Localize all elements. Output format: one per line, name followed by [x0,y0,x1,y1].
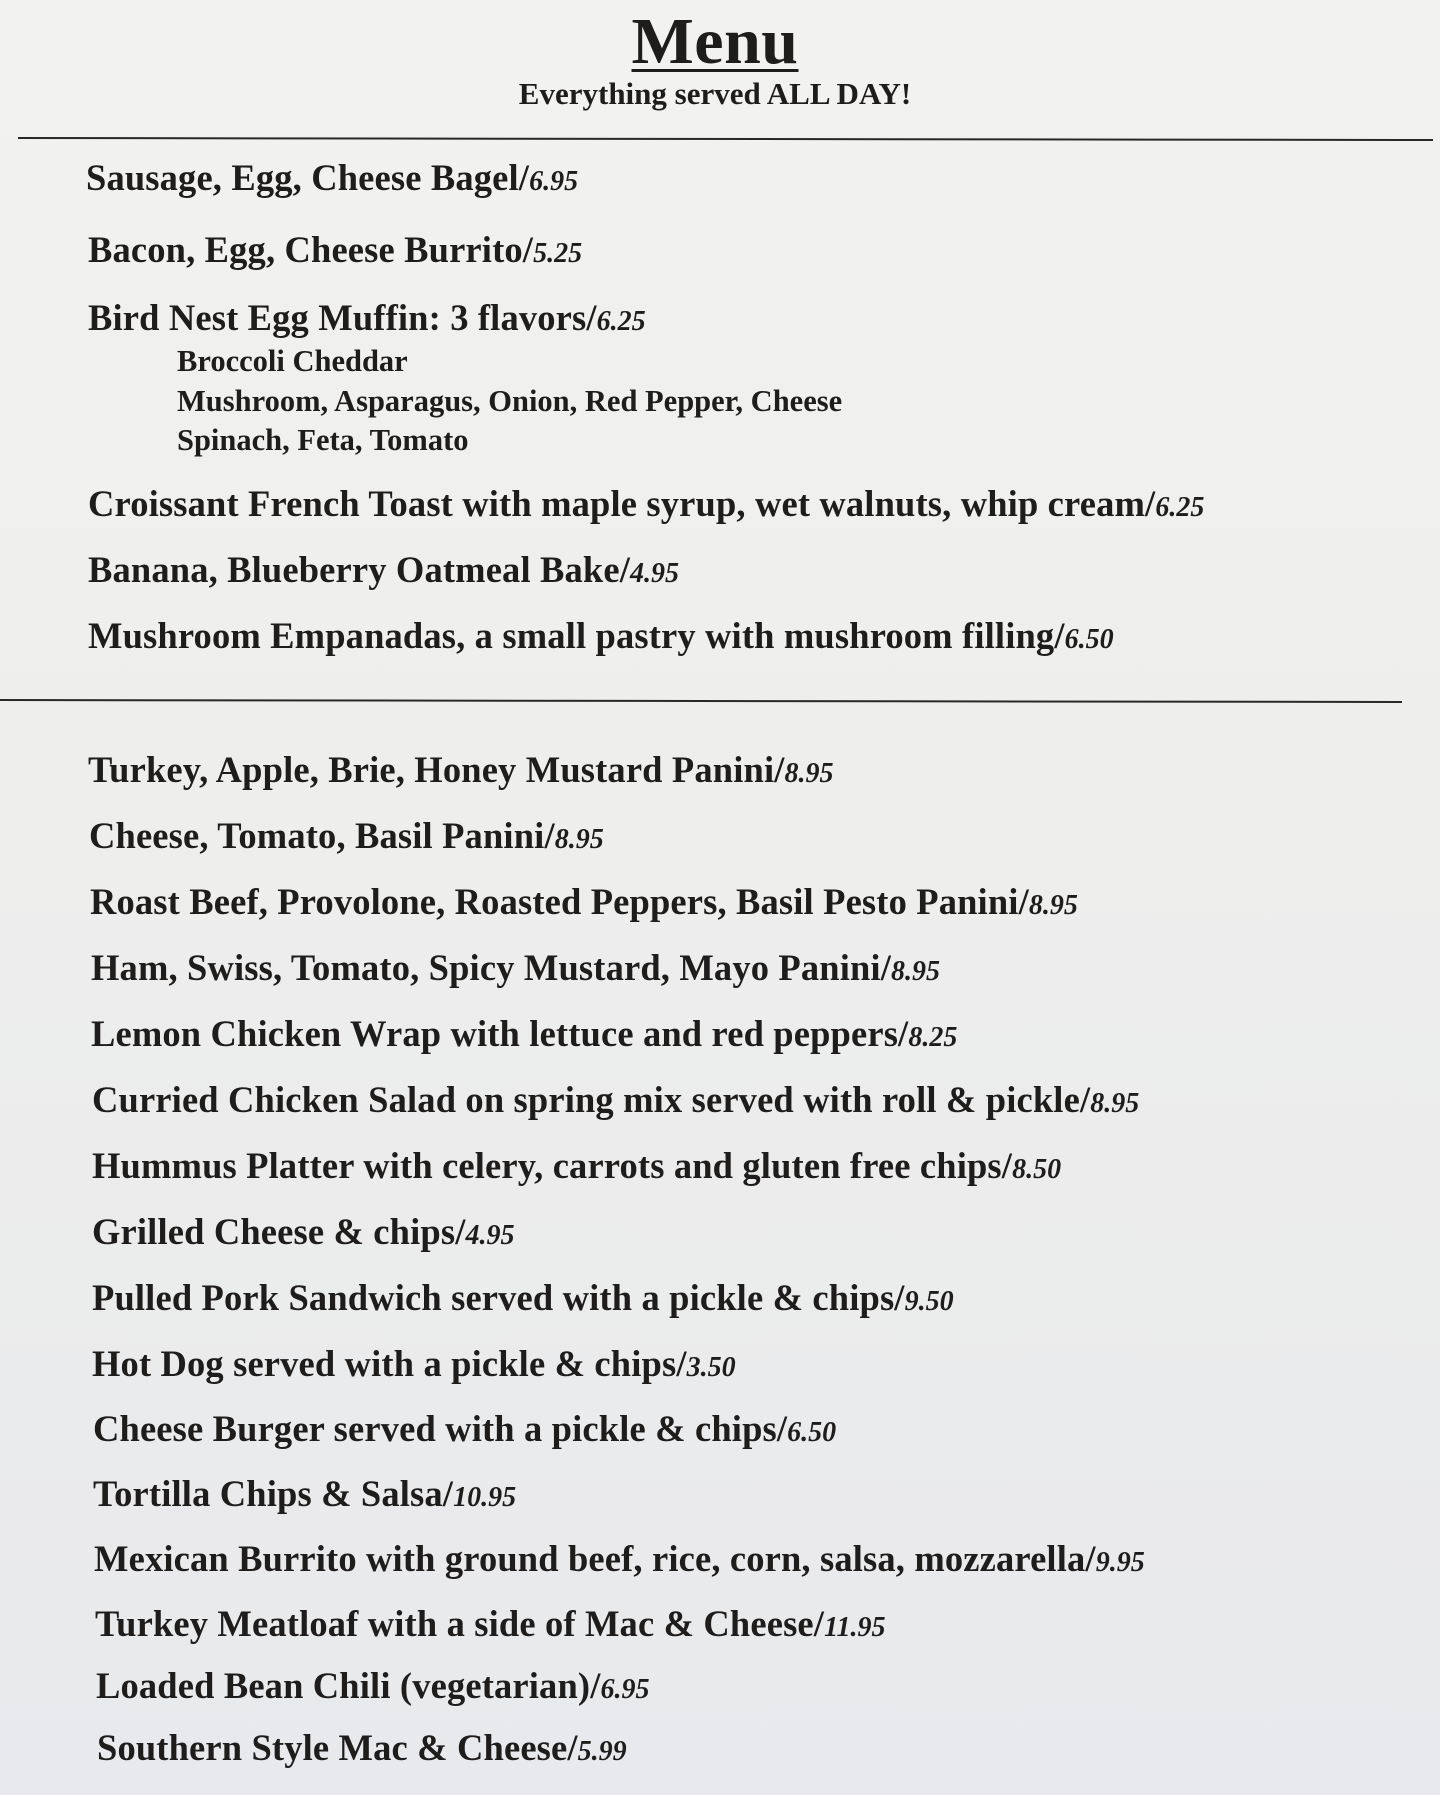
menu-item [95,1602,886,1650]
menu-item [89,814,604,862]
item-price: 6.25 [1155,492,1205,523]
item-name: Turkey Meatloaf with a side of Mac & Cheese/ [95,1603,825,1644]
item-price: 8.50 [1012,1154,1062,1185]
item-price: 6.50 [1064,624,1114,655]
item-name: Roast Beef, Provolone, Roasted Peppers, Basil Pesto Panini/ [90,881,1029,922]
item-price: 5.25 [533,238,583,269]
top-divider [18,137,1433,141]
item-price: 6.95 [529,166,579,197]
menu-item [94,1537,1145,1585]
item-price: 10.95 [453,1482,517,1513]
flavor-option: Spinach, Feta, Tomato [177,423,469,457]
menu-item [88,548,679,596]
menu-item [92,1276,954,1324]
item-name: Pulled Pork Sandwich served with a pickle & chips/ [92,1277,905,1318]
item-name: Cheese, Tomato, Basil Panini/ [89,815,555,856]
menu-item [86,156,578,204]
flavor-option: Broccoli Cheddar [177,344,408,378]
item-name: Tortilla Chips & Salsa/ [93,1473,454,1514]
item-price: 8.95 [1028,890,1078,921]
item-name: Sausage, Egg, Cheese Bagel/ [86,157,530,198]
item-name: Southern Style Mac & Cheese/ [97,1727,578,1768]
menu-item [93,1407,836,1455]
item-price: 4.95 [630,558,680,589]
item-name: Loaded Bean Chili (vegetarian)/ [96,1665,601,1706]
item-name: Mushroom Empanadas, a small pastry with mushroom filling/ [88,615,1065,656]
menu-item [92,1144,1061,1192]
menu-item [91,946,940,994]
item-name: Croissant French Toast with maple syrup, wet walnuts, whip cream/ [88,483,1156,524]
menu-item [91,1012,957,1060]
menu-item [92,1210,515,1258]
item-price: 8.95 [891,956,941,987]
item-name: Banana, Blueberry Oatmeal Bake/ [88,549,631,590]
menu-item [88,614,1114,662]
item-price: 9.50 [904,1286,954,1317]
item-name: Ham, Swiss, Tomato, Spicy Mustard, Mayo Panini/ [91,947,892,988]
item-name: Mexican Burrito with ground beef, rice, corn, salsa, mozzarella/ [94,1538,1096,1579]
menu-item [96,1664,650,1712]
menu-item [88,296,646,344]
menu-item [92,1342,736,1390]
menu-item [88,748,834,796]
item-price: 5.99 [577,1736,627,1767]
item-price: 6.25 [596,306,646,337]
item-name: Bacon, Egg, Cheese Burrito/ [88,229,534,270]
item-price: 3.50 [686,1352,736,1383]
item-name: Lemon Chicken Wrap with lettuce and red peppers/ [91,1013,909,1054]
flavor-option: Mushroom, Asparagus, Onion, Red Pepper, Cheese [177,384,843,418]
item-name: Turkey, Apple, Brie, Honey Mustard Panini/ [88,749,785,790]
item-price: 11.95 [824,1612,886,1643]
menu-title: Menu [631,5,799,78]
menu-item [88,482,1204,530]
item-price: 8.25 [908,1022,958,1053]
item-name: Hummus Platter with celery, carrots and gluten free chips/ [92,1145,1013,1186]
menu-item [97,1726,627,1774]
item-name: Grilled Cheese & chips/ [92,1211,466,1252]
item-price: 6.50 [787,1417,837,1448]
item-price: 9.95 [1095,1547,1145,1578]
menu-item [92,1078,1139,1126]
menu-item [90,880,1078,928]
item-name: Bird Nest Egg Muffin: 3 flavors/ [88,297,597,338]
item-price: 8.95 [1090,1088,1140,1119]
item-name: Cheese Burger served with a pickle & chips/ [93,1408,788,1449]
section-divider [0,699,1402,703]
item-name: Hot Dog served with a pickle & chips/ [92,1343,687,1384]
menu-subtitle: Everything served ALL DAY! [518,76,912,111]
item-price: 6.95 [600,1674,650,1705]
item-price: 8.95 [554,824,604,855]
item-name: Curried Chicken Salad on spring mix served with roll & pickle/ [92,1079,1091,1120]
menu-item [93,1472,516,1520]
menu-item [88,228,582,276]
item-price: 4.95 [465,1220,515,1251]
item-price: 8.95 [784,758,834,789]
